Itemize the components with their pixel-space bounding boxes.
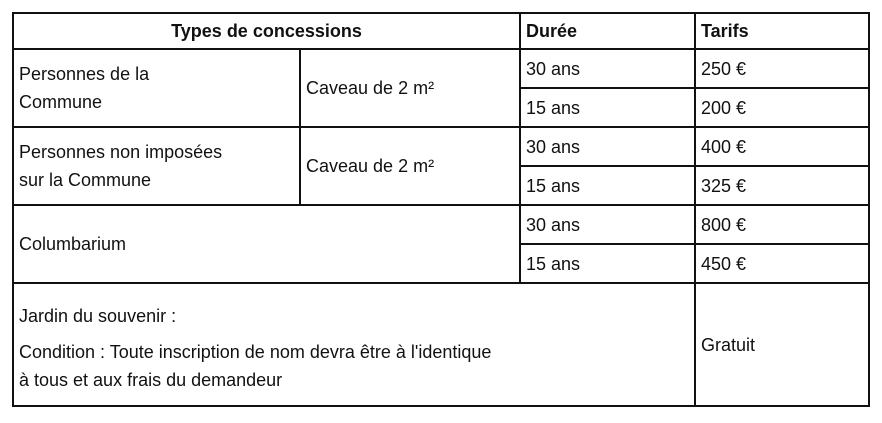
group-label xyxy=(13,49,300,127)
price-cell: 250 € xyxy=(695,49,869,88)
price-cell: 325 € xyxy=(695,166,869,205)
garden-description xyxy=(13,283,695,406)
concessions-table xyxy=(12,12,870,407)
duration-cell: 15 ans xyxy=(520,244,695,283)
price-cell: 200 € xyxy=(695,88,869,127)
garden-condition-line: à tous et aux frais du demandeur xyxy=(19,369,283,390)
group-detail: Caveau de 2 m² xyxy=(300,127,520,205)
group-label xyxy=(13,127,300,205)
garden-note xyxy=(19,302,689,394)
price-cell: 450 € xyxy=(695,244,869,283)
group-label-line: sur la Commune xyxy=(19,170,152,190)
group-label-line: Personnes de la xyxy=(19,64,150,84)
price-cell: 400 € xyxy=(695,127,869,166)
group-label-line: Commune xyxy=(19,92,103,112)
garden-title: Jardin du souvenir : xyxy=(19,305,177,326)
duration-cell: 30 ans xyxy=(520,205,695,244)
table-header-row xyxy=(13,13,869,49)
duration-cell: 30 ans xyxy=(520,127,695,166)
header-duration: Durée xyxy=(520,13,695,49)
garden-price: Gratuit xyxy=(695,283,869,406)
duration-cell: 30 ans xyxy=(520,49,695,88)
table-row xyxy=(13,49,869,88)
group-detail: Caveau de 2 m² xyxy=(300,49,520,127)
price-cell: 800 € xyxy=(695,205,869,244)
header-types: Types de concessions xyxy=(13,13,520,49)
concessions-table-wrapper xyxy=(12,12,870,407)
table-row xyxy=(13,205,869,244)
duration-cell: 15 ans xyxy=(520,88,695,127)
garden-row xyxy=(13,283,869,406)
table-row xyxy=(13,127,869,166)
duration-cell: 15 ans xyxy=(520,166,695,205)
header-rates: Tarifs xyxy=(695,13,869,49)
group-label: Columbarium xyxy=(13,205,520,283)
group-label-line: Personnes non imposées xyxy=(19,142,223,162)
garden-condition-line: Condition : Toute inscription de nom devra être à l'identique xyxy=(19,341,492,362)
